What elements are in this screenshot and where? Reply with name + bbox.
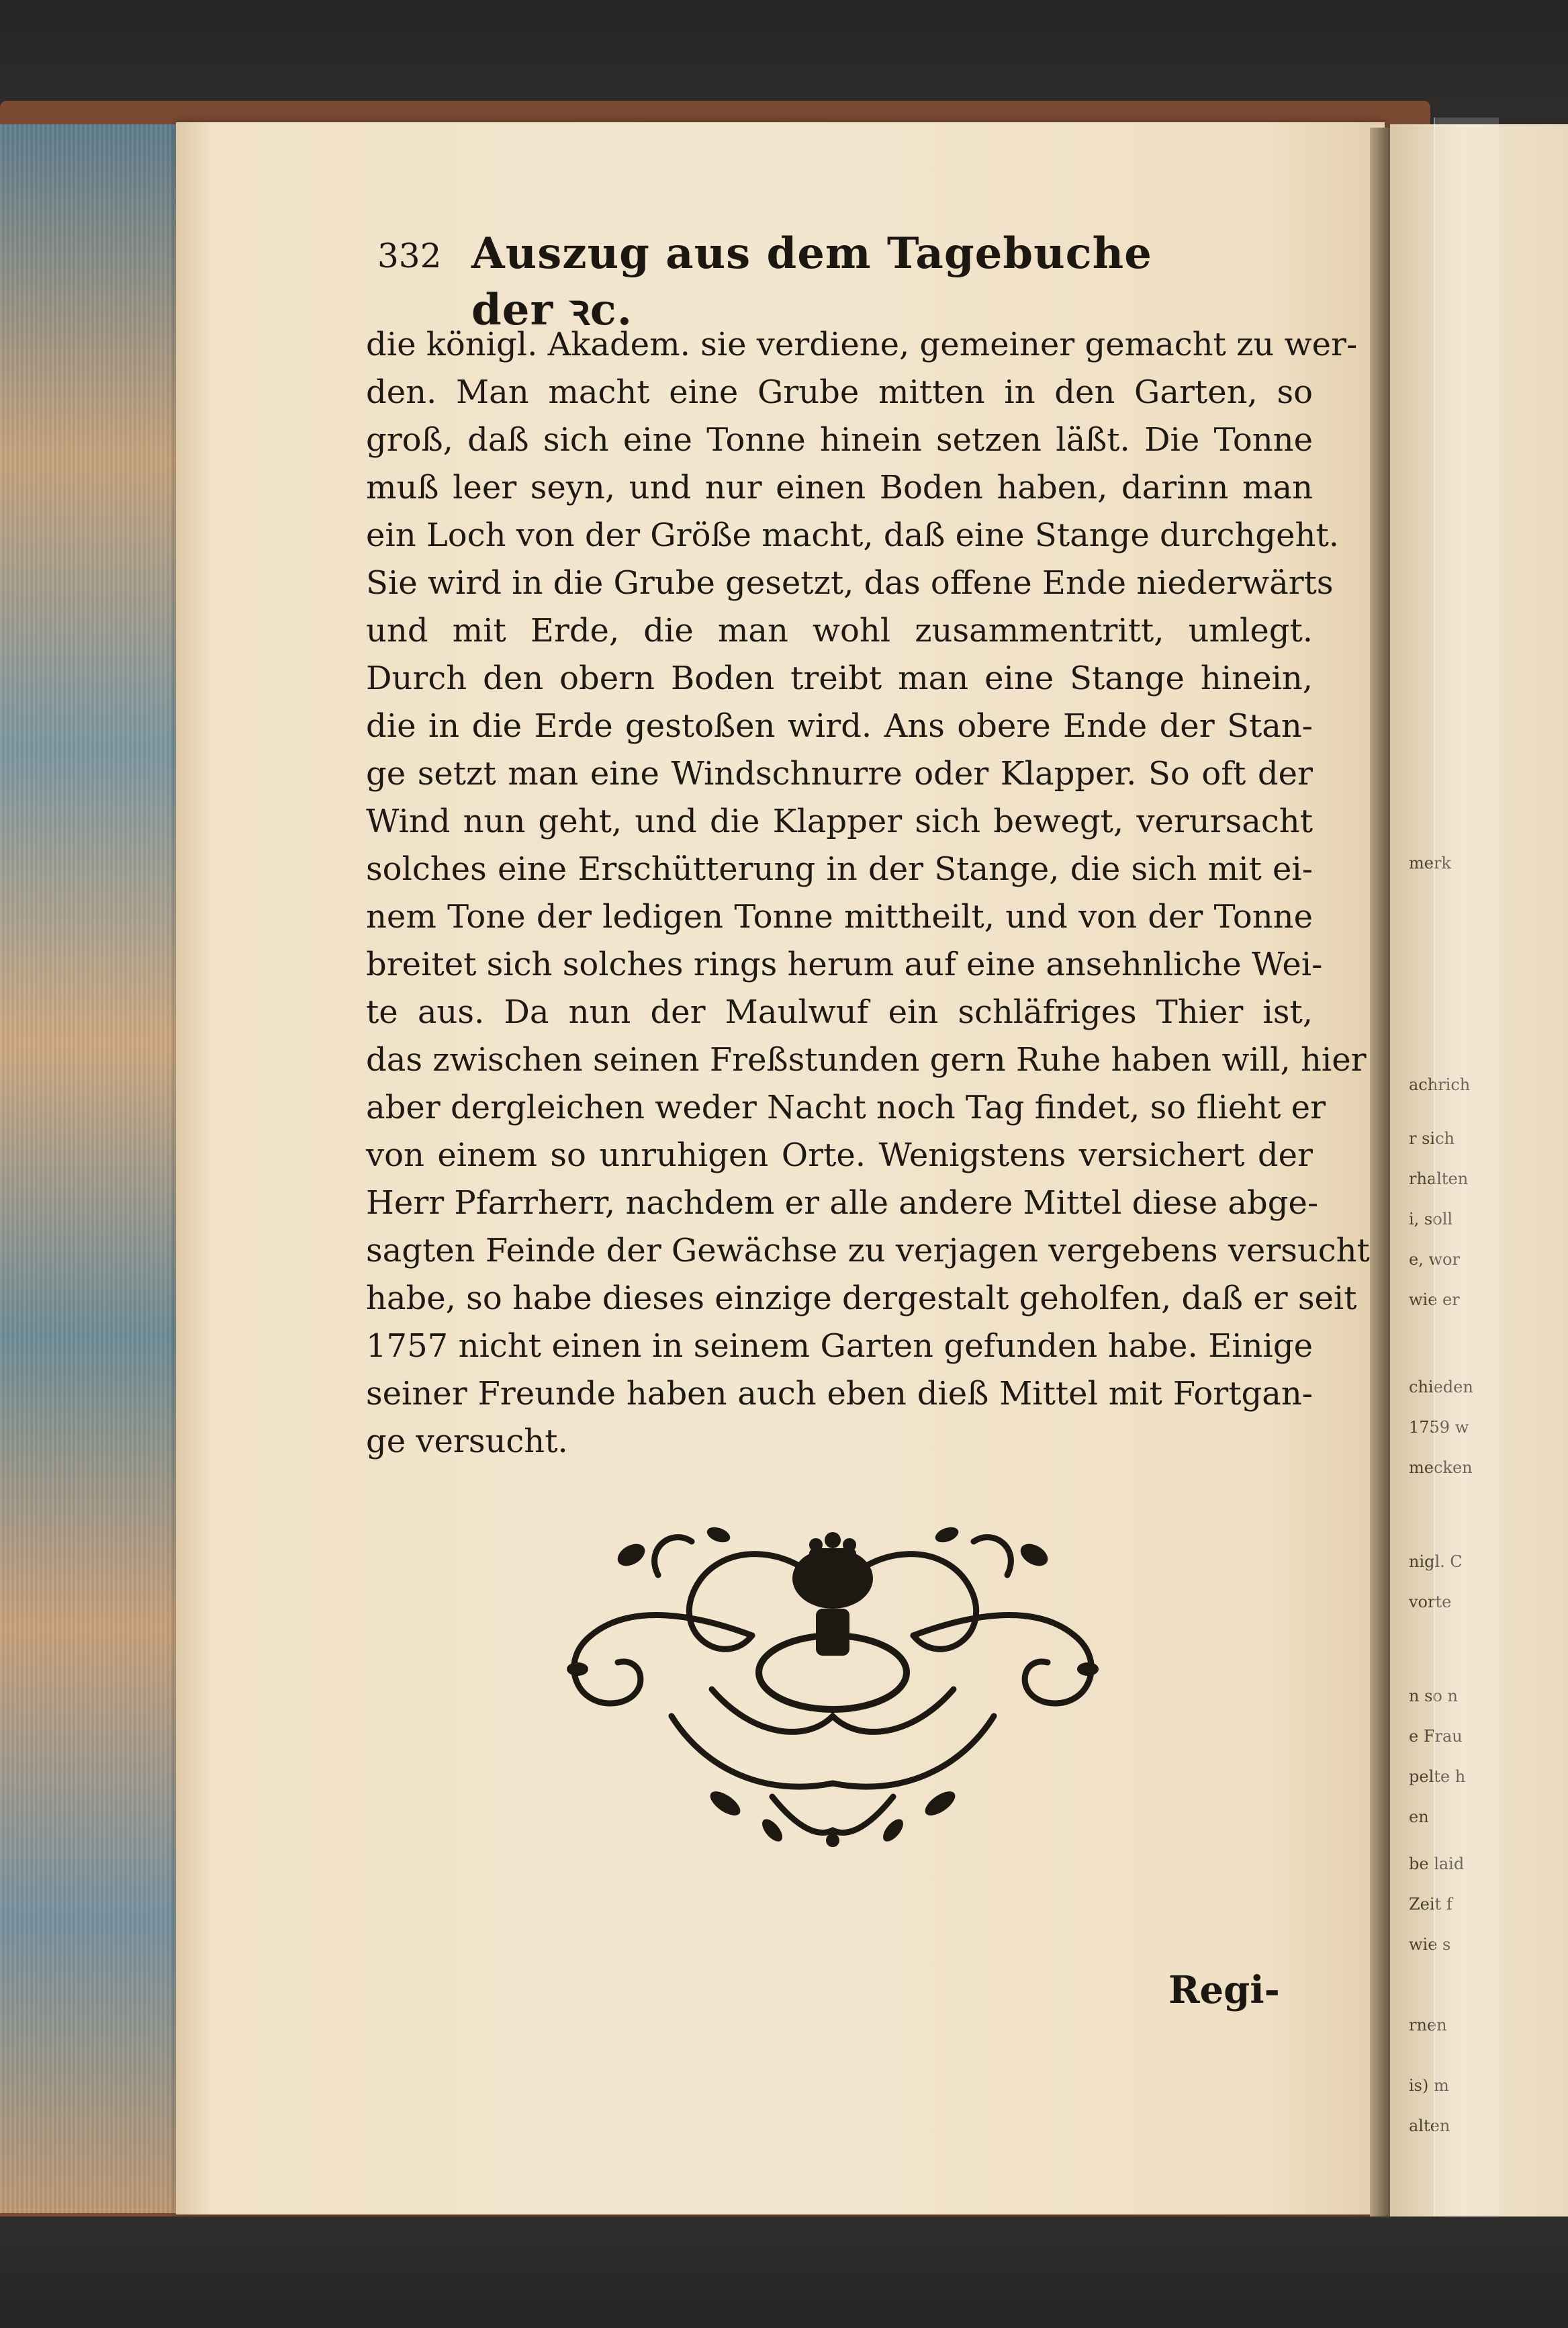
text-line: aber dergleichen weder Nacht noch Tag findet, so flieht er	[366, 1089, 1326, 1126]
ornamental-vignette	[551, 1515, 1115, 1850]
scan-background-bottom	[0, 2217, 1568, 2328]
facing-page-fragment: wie s	[1409, 1935, 1451, 1954]
facing-page-fragment: achrich	[1409, 1075, 1471, 1094]
running-head: Auszug aus dem Tagebuche der ꝛc.	[471, 228, 1152, 335]
text-line: groß, daß sich eine Tonne hinein setzen läßt. Die Tonne	[366, 421, 1313, 459]
text-line: Durch den obern Boden treibt man eine Stange hinein,	[366, 660, 1313, 697]
text-line: Wind nun geht, und die Klapper sich bewegt, verursacht	[366, 803, 1313, 840]
text-line: solches eine Erschütterung in der Stange, die sich mit ei-	[366, 850, 1313, 888]
text-line: te aus. Da nun der Maulwuf ein schläfriges Thier ist,	[366, 993, 1313, 1031]
text-line: ein Loch von der Größe macht, daß eine Stange durchgeht.	[366, 517, 1339, 554]
page-number: 332	[377, 236, 442, 275]
scan-background-top	[0, 0, 1568, 118]
facing-page-fragment: be laid	[1409, 1854, 1465, 1873]
page-holder-strip	[1434, 118, 1499, 2220]
text-line: sagten Feinde der Gewächse zu verjagen vergebens versucht	[366, 1232, 1370, 1269]
facing-page-fragment: r sich	[1409, 1129, 1455, 1148]
text-line: das zwischen seinen Freßstunden gern Ruhe haben will, hier	[366, 1041, 1367, 1079]
text-line: ge setzt man eine Windschnurre oder Klapper. So oft der	[366, 755, 1313, 793]
facing-page-fragment: rhalten	[1409, 1169, 1469, 1188]
text-line: die in die Erde gestoßen wird. Ans obere Ende der Stan-	[366, 707, 1313, 745]
facing-page-fragment: en	[1409, 1807, 1429, 1826]
text-line: muß leer seyn, und nur einen Boden haben, darinn man	[366, 469, 1313, 506]
text-line: Sie wird in die Grube gesetzt, das offene Ende niederwärts	[366, 564, 1334, 602]
text-line: nem Tone der ledigen Tonne mittheilt, und von der Tonne	[366, 898, 1313, 936]
text-line: die königl. Akadem. sie verdiene, gemeiner gemacht zu wer-	[366, 326, 1358, 363]
text-line: seiner Freunde haben auch eben dieß Mittel mit Fortgan-	[366, 1375, 1313, 1413]
catchword: Regi-	[1168, 1968, 1280, 2012]
facing-page-fragment: e Frau	[1409, 1727, 1463, 1746]
facing-page-fragment: mecken	[1409, 1458, 1473, 1477]
facing-page-fragment: vorte	[1409, 1593, 1452, 1611]
facing-page-fragment: is) m	[1409, 2076, 1449, 2095]
facing-page-fragment: Zeit f	[1409, 1895, 1452, 1914]
facing-page-fragment: pelte h	[1409, 1767, 1466, 1786]
facing-page-fragment: i, soll	[1409, 1210, 1453, 1228]
facing-page-fragment: rnen	[1409, 2016, 1447, 2034]
text-line: Herr Pfarrherr, nachdem er alle andere Mittel diese abge-	[366, 1184, 1319, 1222]
facing-page-fragment: n so n	[1409, 1687, 1458, 1705]
text-line: 1757 nicht einen in seinem Garten gefunden habe. Einige	[366, 1327, 1313, 1365]
text-line: und mit Erde, die man wohl zusammentritt, umlegt.	[366, 612, 1313, 650]
facing-page-fragment: nigl. C	[1409, 1552, 1463, 1571]
text-line: breitet sich solches rings herum auf eine ansehnliche Wei-	[366, 946, 1323, 983]
text-line: ge versucht.	[366, 1423, 568, 1460]
text-line: von einem so unruhigen Orte. Wenigstens versichert der	[366, 1136, 1313, 1174]
facing-page-fragment: chieden	[1409, 1378, 1473, 1396]
facing-page-fragment: alten	[1409, 2116, 1450, 2135]
page-edges	[0, 124, 195, 2213]
body-text	[366, 321, 1370, 1466]
text-line: den. Man macht eine Grube mitten in den Garten, so	[366, 373, 1313, 411]
text-line: habe, so habe dieses einzige dergestalt geholfen, daß er seit	[366, 1280, 1357, 1317]
facing-page-fragment: merk	[1409, 854, 1451, 872]
facing-page-fragment: 1759 w	[1409, 1418, 1469, 1437]
facing-page-fragment: wie er	[1409, 1290, 1460, 1309]
facing-page-fragment: e, wor	[1409, 1250, 1460, 1269]
page-header	[377, 228, 1210, 335]
